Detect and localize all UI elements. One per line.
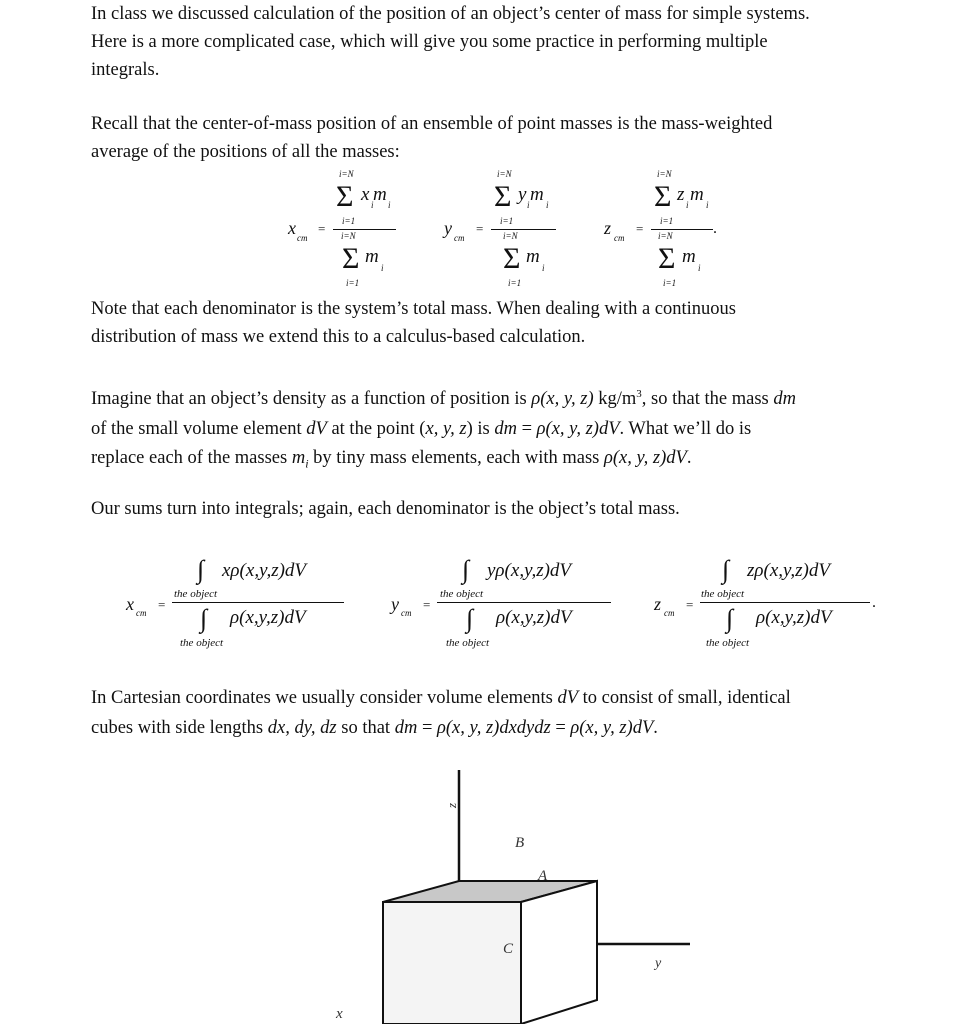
recall-line-1: Recall that the center-of-mass position of an ensemble of point masses is the mass-weighted [91, 114, 773, 134]
y-num-sub-i-2: i [546, 200, 549, 210]
x-den-upper-limit: i=N [341, 231, 356, 241]
z-num-sub-i-2: i [706, 200, 709, 210]
y-equals-sign: = [476, 221, 484, 236]
z-num-mass: m [690, 184, 704, 205]
int-z-cm-symbol: z [654, 594, 662, 614]
imagine-line-3 [91, 444, 796, 479]
int-x-den-integral-icon: ∫ [200, 604, 208, 633]
int-y-den-limit: the object [446, 637, 490, 649]
cube-side-face [521, 881, 597, 1024]
cartesian-period: . [653, 717, 658, 738]
int-y-cm-subscript: cm [401, 608, 412, 618]
int-y-den-expression: ρ(x,y,z)dV [496, 607, 572, 628]
int-y-num-expression: yρ(x,y,z)dV [487, 560, 572, 581]
y-num-lower-limit: i=1 [500, 216, 514, 226]
int-z-equals-sign: = [686, 597, 694, 612]
cartesian-line-2 [91, 714, 791, 744]
y-den-mass: m [526, 246, 540, 267]
x-num-sigma-icon: Σ [336, 180, 354, 213]
imagine-point: x, y, z [425, 418, 467, 439]
z-equals-sign: = [636, 221, 644, 236]
imagine-paragraph [91, 380, 796, 479]
imagine-text-3d: by tiny mass elements, each with mass [308, 448, 604, 469]
z-num-sigma-icon: Σ [654, 180, 672, 213]
imagine-unit: kg/m [593, 389, 637, 410]
x-num-mass: m [373, 184, 387, 205]
cartesian-text-1c: to consist of small, identical [578, 688, 791, 708]
int-x-num-limit: the object [174, 588, 218, 600]
cartesian-text-1a: In Cartesian coordinates we usually consider volume elements [91, 688, 558, 708]
int-x-cm-subscript: cm [136, 608, 147, 618]
x-num-sub-i-1: i [371, 200, 374, 210]
y-fraction-bar [491, 229, 556, 230]
edge-label-a: A [538, 868, 548, 884]
int-x-equals-sign: = [158, 597, 166, 612]
x-den-mass: m [365, 246, 379, 267]
int-y-num-integral-icon: ∫ [462, 555, 470, 584]
intro-paragraph [91, 0, 810, 84]
cartesian-equals-2: = [550, 717, 571, 738]
z-fraction-bar [651, 229, 713, 230]
y-num-variable: y [518, 184, 527, 205]
int-z-cm-subscript: cm [664, 608, 675, 618]
int-x-den-limit: the object [180, 637, 224, 649]
x-num-upper-limit: i=N [339, 169, 354, 179]
cartesian-dm: dm [394, 717, 418, 738]
z-num-upper-limit: i=N [657, 169, 672, 179]
imagine-mass-sub-i: i [305, 456, 309, 471]
imagine-dm-2: dm [494, 418, 517, 439]
x-num-sub-i-2: i [388, 200, 391, 210]
imagine-text-3a: replace each of the masses [91, 448, 292, 469]
recall-line-2: average of the positions of all the masses: [91, 142, 400, 162]
edge-label-c: C [503, 941, 514, 957]
discrete-period: . [713, 220, 717, 237]
int-z-den-integral-icon: ∫ [726, 604, 734, 633]
y-cm-symbol: y [444, 218, 452, 238]
recall-paragraph [91, 110, 772, 166]
imagine-dm-1: dm [773, 389, 796, 410]
imagine-dv-1: dV [306, 418, 327, 439]
z-den-sigma-icon: Σ [658, 242, 676, 275]
y-num-sigma-icon: Σ [494, 180, 512, 213]
imagine-text-1a: Imagine that an object’s density as a function of position is [91, 389, 532, 410]
int-z-num-limit: the object [701, 588, 745, 600]
note-paragraph [91, 295, 736, 351]
note-line-2: distribution of mass we extend this to a calculus-based calculation. [91, 327, 586, 347]
y-den-lower-limit: i=1 [508, 278, 522, 288]
cartesian-dv-1: dV [557, 688, 579, 708]
imagine-mass-m: m [291, 448, 306, 469]
x-cm-symbol: x [288, 218, 296, 238]
z-den-upper-limit: i=N [658, 231, 673, 241]
x-num-lower-limit: i=1 [342, 216, 356, 226]
cartesian-density-dxdydz: ρ(x, y, z)dxdydz [437, 717, 551, 738]
sums-line-1: Our sums turn into integrals; again, each denominator is the object’s total mass. [91, 499, 680, 519]
x-den-lower-limit: i=1 [346, 278, 360, 288]
z-den-sub-i: i [698, 263, 701, 273]
x-num-variable: x [361, 184, 370, 205]
y-den-upper-limit: i=N [503, 231, 518, 241]
cartesian-paragraph [91, 684, 791, 743]
intro-line-1: In class we discussed calculation of the position of an object’s center of mass for simple systems. [91, 4, 810, 24]
x-fraction-bar [333, 229, 396, 230]
y-den-sub-i: i [542, 263, 545, 273]
cartesian-density-dv: ρ(x, y, z)dV [570, 717, 654, 738]
int-x-num-integral-icon: ∫ [197, 555, 205, 584]
int-z-fraction-bar [700, 602, 870, 603]
cube-front-face [383, 902, 521, 1024]
sums-paragraph [91, 495, 680, 523]
imagine-text-2c: at the point ( [326, 418, 426, 439]
x-den-sigma-icon: Σ [342, 242, 360, 275]
z-den-lower-limit: i=1 [663, 278, 677, 288]
int-y-equals-sign: = [423, 597, 431, 612]
int-z-den-expression: ρ(x,y,z)dV [756, 607, 832, 628]
int-x-den-expression: ρ(x,y,z)dV [230, 607, 306, 628]
int-y-den-integral-icon: ∫ [466, 604, 474, 633]
imagine-text-3f: . [686, 448, 692, 469]
int-z-num-expression: zρ(x,y,z)dV [747, 560, 830, 581]
volume-element-figure [0, 760, 976, 1024]
int-x-num-expression: xρ(x,y,z)dV [222, 560, 307, 581]
imagine-text-1e: , so that the mass [641, 389, 774, 410]
y-num-sub-i-1: i [527, 200, 530, 210]
cartesian-text-2c: so that [336, 717, 395, 738]
cartesian-text-2a: cubes with side lengths [91, 717, 268, 738]
x-equals-sign: = [318, 221, 326, 236]
z-num-variable: z [677, 184, 685, 205]
z-cm-symbol: z [604, 218, 612, 238]
integral-period: . [872, 594, 876, 611]
intro-line-2: Here is a more complicated case, which will give you some practice in performing multiple [91, 32, 768, 52]
edge-label-b: B [515, 835, 525, 851]
intro-line-3: integrals. [91, 60, 160, 80]
imagine-text-2e: ) is [466, 418, 495, 439]
x-den-sub-i: i [381, 263, 384, 273]
x-axis-label: x [336, 1006, 343, 1022]
imagine-density-1: ρ(x, y, z) [531, 389, 594, 410]
z-den-mass: m [682, 246, 696, 267]
imagine-equals: = [516, 418, 537, 439]
imagine-text-2i: . What we’ll do is [619, 418, 752, 439]
x-cm-subscript: cm [297, 233, 308, 243]
int-y-fraction-bar [437, 602, 611, 603]
cartesian-sides: dx, dy, dz [267, 717, 337, 738]
int-x-cm-symbol: x [126, 594, 134, 614]
imagine-density-2: ρ(x, y, z)dV [536, 418, 620, 439]
note-line-1: Note that each denominator is the system’s total mass. When dealing with a continuous [91, 299, 736, 319]
imagine-line-1 [91, 380, 796, 415]
z-cm-subscript: cm [614, 233, 625, 243]
cartesian-equals-1: = [417, 717, 438, 738]
imagine-line-2 [91, 415, 796, 445]
y-num-mass: m [530, 184, 544, 205]
int-z-den-limit: the object [706, 637, 750, 649]
y-den-sigma-icon: Σ [503, 242, 521, 275]
y-axis-label: y [655, 956, 662, 971]
int-z-num-integral-icon: ∫ [722, 555, 730, 584]
int-x-fraction-bar [172, 602, 344, 603]
y-num-upper-limit: i=N [497, 169, 512, 179]
imagine-density-3: ρ(x, y, z)dV [603, 448, 687, 469]
z-num-sub-i-1: i [686, 200, 689, 210]
int-y-cm-symbol: y [391, 594, 399, 614]
z-num-lower-limit: i=1 [660, 216, 674, 226]
z-axis-label: z [444, 802, 459, 808]
y-cm-subscript: cm [454, 233, 465, 243]
imagine-unit-exponent: 3 [636, 388, 642, 400]
cartesian-line-1 [91, 684, 791, 714]
imagine-text-2a: of the small volume element [91, 418, 307, 439]
int-y-num-limit: the object [440, 588, 484, 600]
